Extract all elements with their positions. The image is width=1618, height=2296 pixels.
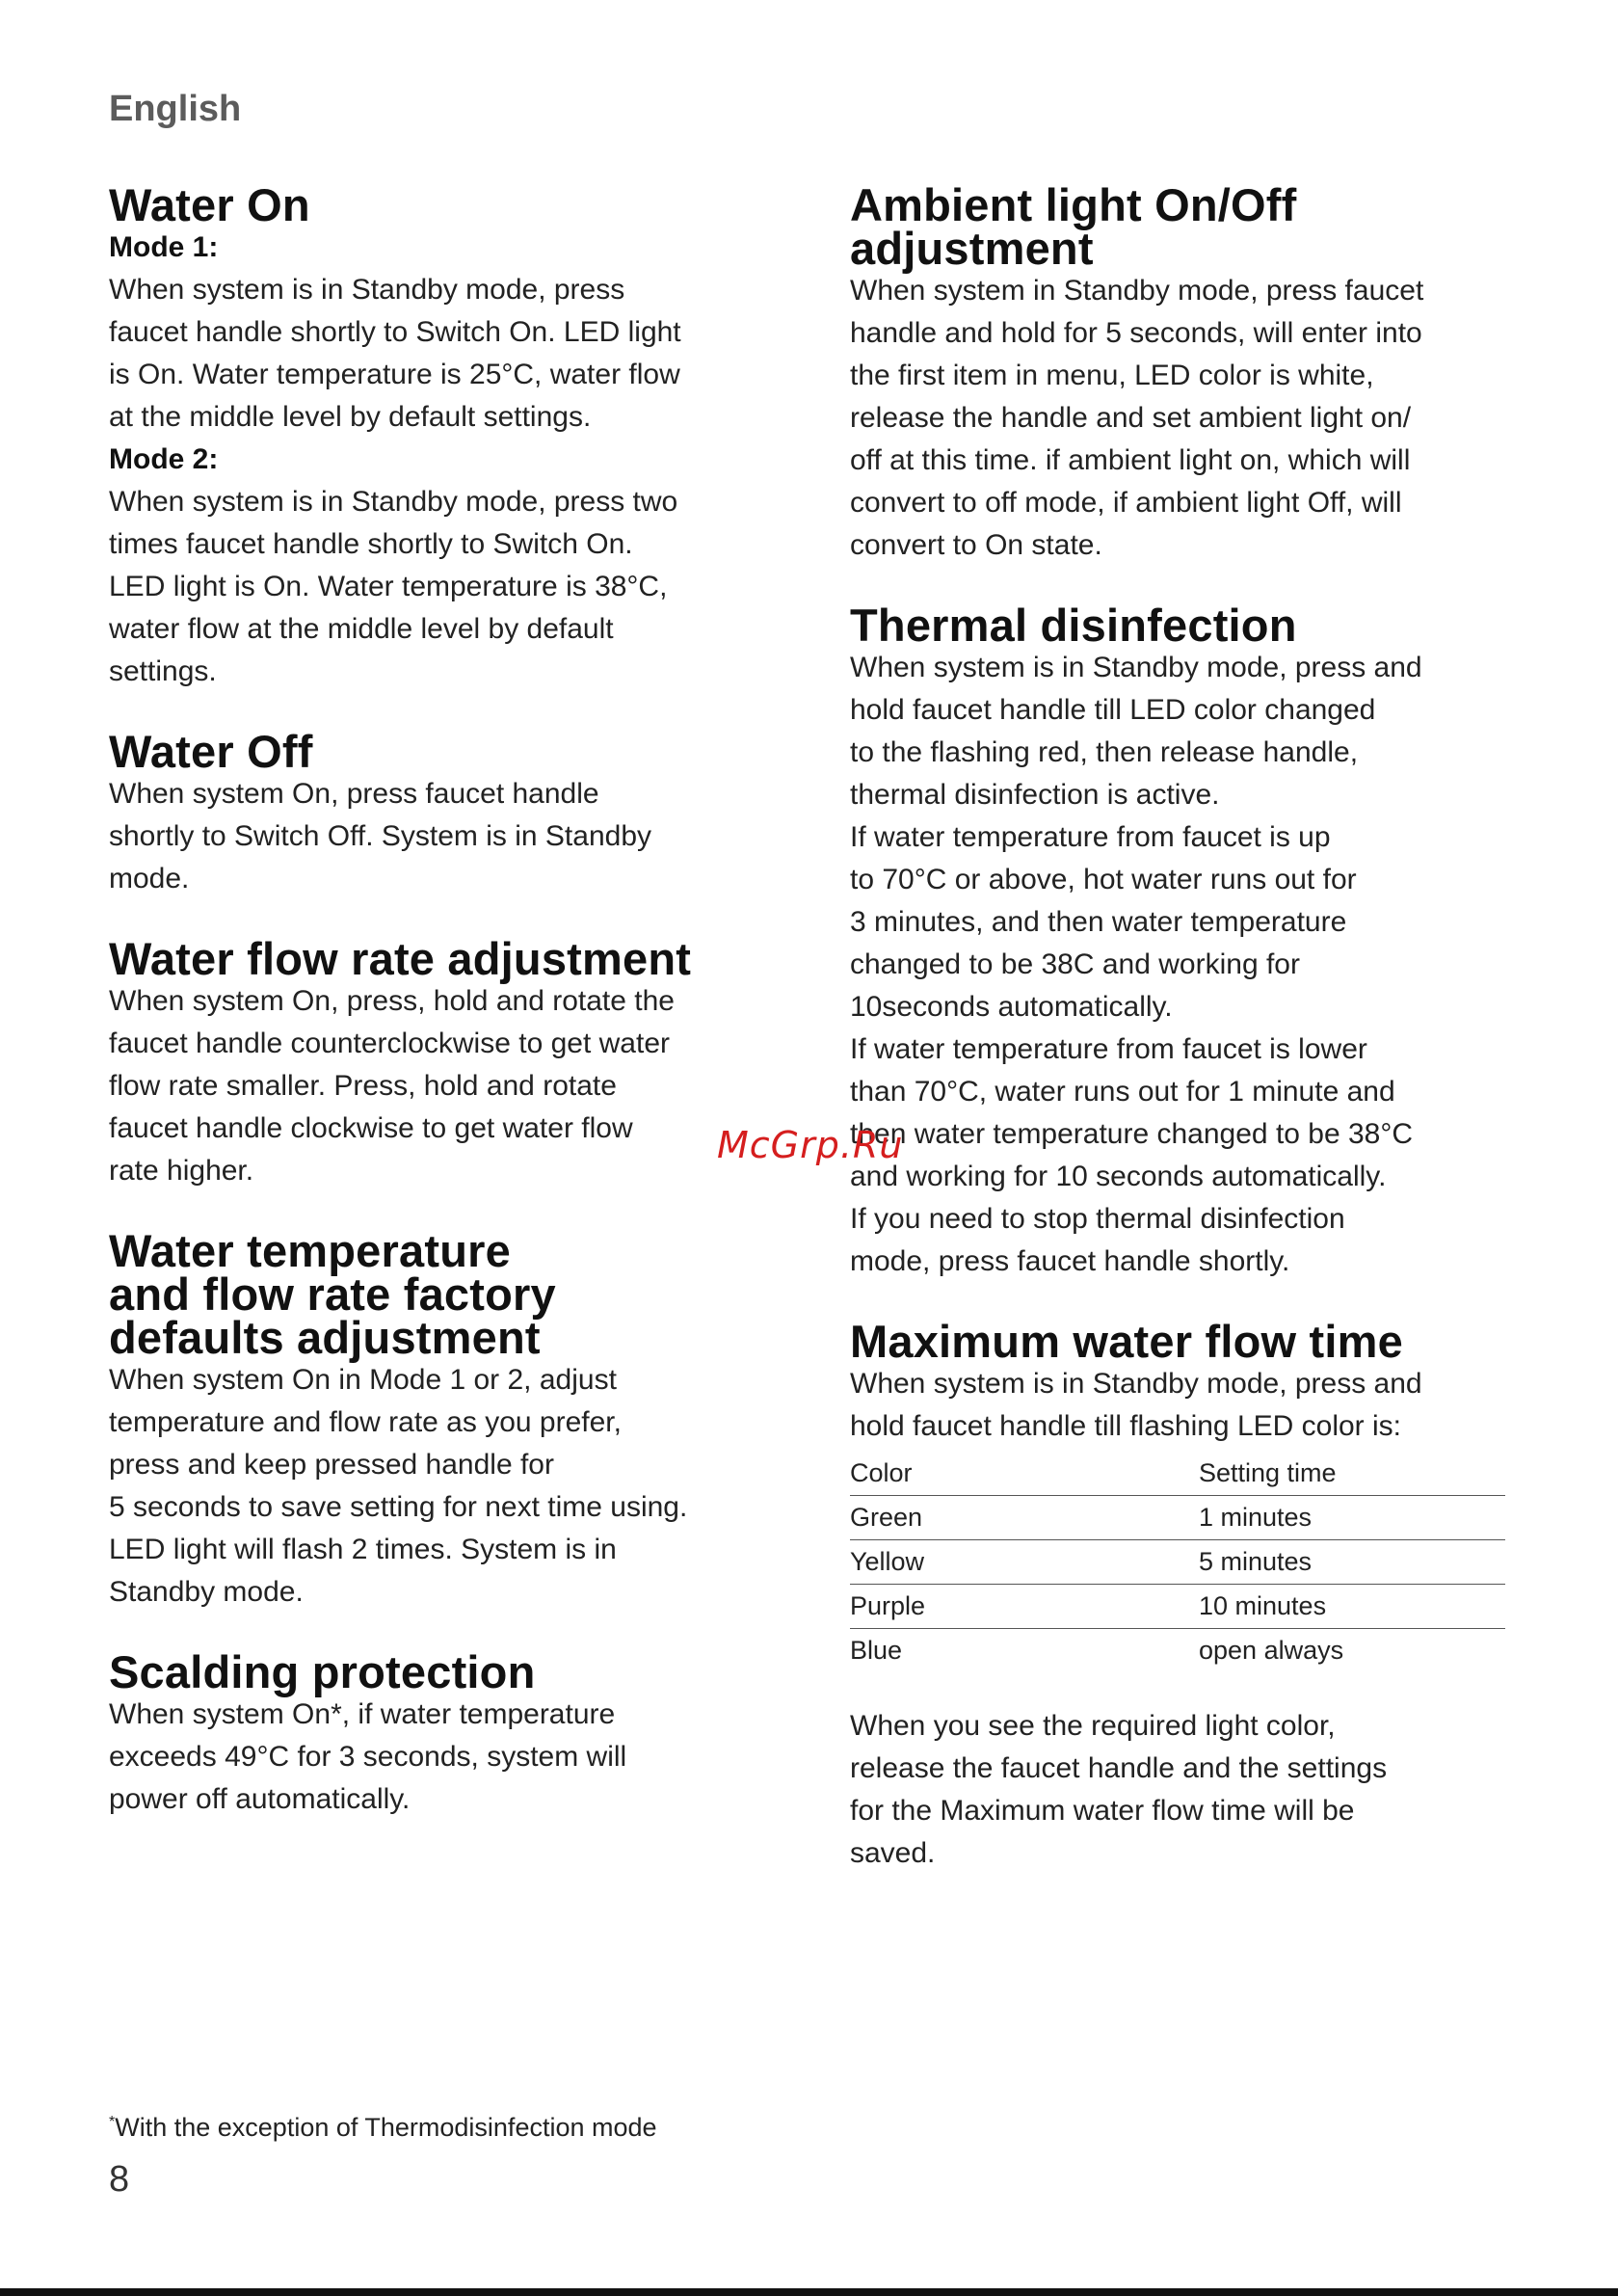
text-line: faucet handle clockwise to get water flow <box>109 1112 633 1144</box>
text-line: When system On, press, hold and rotate the <box>109 985 675 1017</box>
text-line: convert to off mode, if ambient light Off, will <box>850 487 1402 519</box>
text-line: shortly to Switch Off. System is in Standby <box>109 820 651 852</box>
table-cell: Green <box>850 1496 1199 1540</box>
table-header-cell: Setting time <box>1199 1452 1505 1496</box>
heading-factory-defaults-line: defaults adjustment <box>109 1312 541 1363</box>
heading-water-off: Water Off <box>109 726 313 777</box>
table-cell: 1 minutes <box>1199 1496 1505 1540</box>
text-line: mode. <box>109 863 190 894</box>
text-line: When system is in Standby mode, press <box>109 274 625 306</box>
watermark: McGrp.Ru <box>717 1124 904 1166</box>
text-line: faucet handle shortly to Switch On. LED light <box>109 316 681 348</box>
text-line: off at this time. if ambient light on, which will <box>850 444 1411 476</box>
heading-ambient-line: adjustment <box>850 223 1094 274</box>
text-line: changed to be 38C and working for <box>850 948 1300 980</box>
text-line: for the Maximum water flow time will be <box>850 1795 1355 1827</box>
text-line: handle and hold for 5 seconds, will enter into <box>850 317 1422 349</box>
text-line: power off automatically. <box>109 1783 411 1815</box>
section-water-on <box>109 179 764 693</box>
text-line: When system is in Standby mode, press and <box>850 1368 1422 1400</box>
text-line: thermal disinfection is active. <box>850 779 1220 811</box>
text-line: water flow at the middle level by default <box>109 613 614 645</box>
table-cell: Yellow <box>850 1540 1199 1585</box>
text-line: to the flashing red, then release handle, <box>850 736 1359 768</box>
text-line: LED light is On. Water temperature is 38°C, <box>109 571 668 602</box>
text-line: mode, press faucet handle shortly. <box>850 1245 1290 1277</box>
table-row <box>850 1629 1505 1673</box>
text-line: When system On in Mode 1 or 2, adjust <box>109 1364 617 1396</box>
text-line: than 70°C, water runs out for 1 minute and <box>850 1076 1395 1108</box>
heading-factory-defaults-line: and flow rate factory <box>109 1268 556 1320</box>
text-line: release the faucet handle and the settings <box>850 1752 1388 1784</box>
text-line: release the handle and set ambient light on/ <box>850 402 1412 434</box>
heading-flow-rate: Water flow rate adjustment <box>109 933 692 984</box>
text-line: If water temperature from faucet is up <box>850 821 1331 853</box>
table-header-row <box>850 1452 1505 1496</box>
text-line: press and keep pressed handle for <box>109 1449 554 1481</box>
mode2-label: Mode 2: <box>109 443 219 475</box>
footnote-mark: * <box>109 2114 116 2130</box>
text-line: exceeds 49°C for 3 seconds, system will <box>109 1741 627 1773</box>
text-line: When you see the required light color, <box>850 1710 1336 1742</box>
text-line: 5 seconds to save setting for next time using. <box>109 1491 688 1523</box>
table-cell: 5 minutes <box>1199 1540 1505 1585</box>
text-line: If water temperature from faucet is lower <box>850 1033 1367 1065</box>
mode1-label: Mode 1: <box>109 231 219 263</box>
text-line: the first item in menu, LED color is white, <box>850 360 1374 391</box>
text-line: hold faucet handle till LED color changed <box>850 694 1376 726</box>
section-factory-defaults <box>109 1225 764 1614</box>
text-line: convert to On state. <box>850 529 1102 561</box>
table-cell: 10 minutes <box>1199 1585 1505 1629</box>
page-number: 8 <box>109 2159 130 2200</box>
heading-water-on: Water On <box>109 179 310 230</box>
text-line: to 70°C or above, hot water runs out for <box>850 864 1357 895</box>
text-line: is On. Water temperature is 25°C, water flow <box>109 359 680 390</box>
table-cell: open always <box>1199 1636 1344 1665</box>
text-line: and working for 10 seconds automatically. <box>850 1161 1387 1192</box>
text-line: 3 minutes, and then water temperature <box>850 906 1347 938</box>
text-line: temperature and flow rate as you prefer, <box>109 1406 622 1438</box>
text-line: faucet handle counterclockwise to get water <box>109 1028 670 1059</box>
text-line: When system in Standby mode, press faucet <box>850 275 1424 307</box>
text-line: If you need to stop thermal disinfection <box>850 1203 1345 1235</box>
text-line: rate higher. <box>109 1155 254 1187</box>
text-line: hold faucet handle till flashing LED color is: <box>850 1410 1401 1442</box>
table-header-cell: Color <box>850 1452 1199 1496</box>
text-line: flow rate smaller. Press, hold and rotate <box>109 1070 617 1102</box>
section-max-flow-time <box>850 1316 1505 1875</box>
text-line: times faucet handle shortly to Switch On. <box>109 528 633 560</box>
table-row <box>850 1496 1505 1540</box>
text-line: When system is in Standby mode, press and <box>850 652 1422 683</box>
text-line: 10seconds automatically. <box>850 991 1173 1023</box>
language-label: English <box>109 89 242 129</box>
table-row <box>850 1540 1505 1585</box>
footnote <box>109 2106 657 2144</box>
table-row <box>850 1585 1505 1629</box>
table-cell: Blue <box>850 1636 903 1665</box>
text-line: settings. <box>109 655 217 687</box>
right-column <box>850 179 1505 1911</box>
heading-thermal: Thermal disinfection <box>850 600 1297 651</box>
flow-time-table <box>850 1452 1505 1672</box>
table-cell: Purple <box>850 1585 1199 1629</box>
text-line: then water temperature changed to be 38°C <box>850 1118 1414 1150</box>
footnote-text: With the exception of Thermodisinfection mode <box>115 2113 657 2142</box>
section-thermal-disinfection <box>850 600 1505 1283</box>
text-line: When system On, press faucet handle <box>109 778 599 810</box>
text-line: When system On*, if water temperature <box>109 1698 616 1730</box>
left-column <box>109 179 764 1857</box>
heading-max-flow: Maximum water flow time <box>850 1316 1403 1367</box>
section-scalding <box>109 1646 764 1821</box>
section-water-off <box>109 726 764 900</box>
section-ambient-light <box>850 179 1505 567</box>
text-line: saved. <box>850 1837 936 1869</box>
text-line: LED light will flash 2 times. System is in <box>109 1534 617 1565</box>
bottom-edge-bar <box>0 2288 1618 2296</box>
heading-scalding: Scalding protection <box>109 1646 536 1697</box>
heading-ambient-line: Ambient light On/Off <box>850 179 1297 230</box>
section-flow-rate <box>109 933 764 1192</box>
heading-factory-defaults-line: Water temperature <box>109 1225 511 1276</box>
text-line: Standby mode. <box>109 1576 304 1608</box>
text-line: When system is in Standby mode, press two <box>109 486 678 518</box>
text-line: at the middle level by default settings. <box>109 401 592 433</box>
max-flow-outro <box>850 1705 1505 1875</box>
